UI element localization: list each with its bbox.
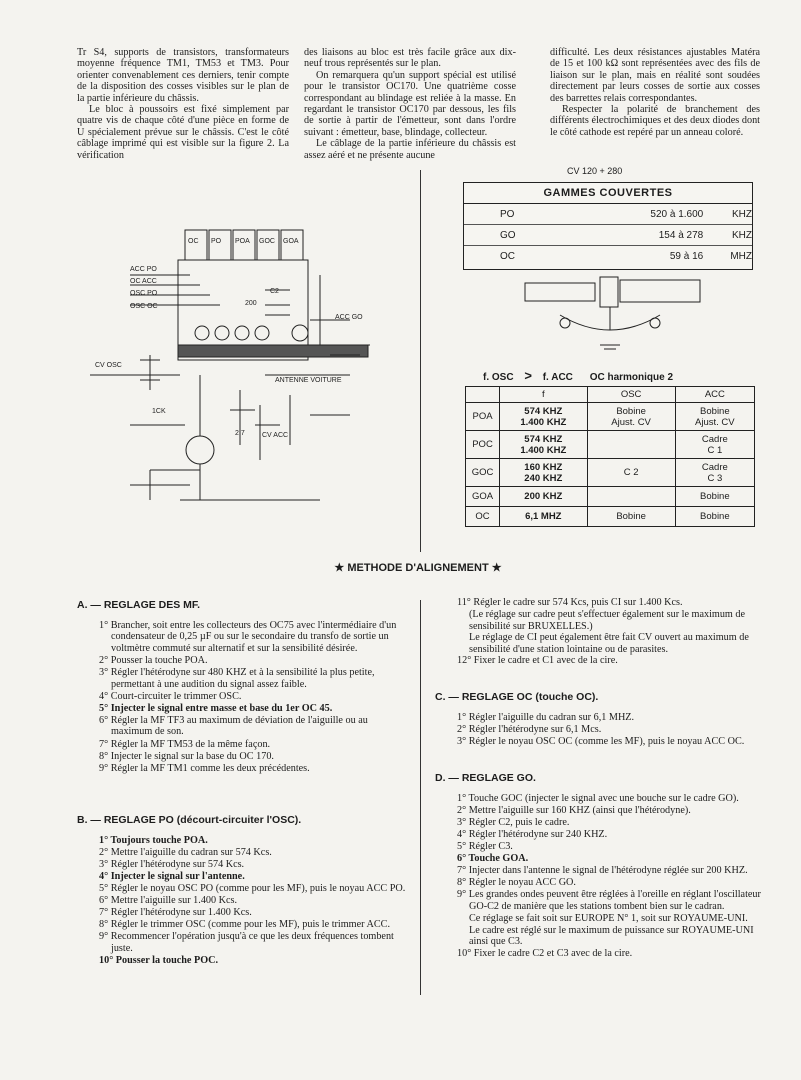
step: 12° Fixer le cadre et C1 avec de la cire. <box>457 655 618 667</box>
band-name: OC <box>500 250 515 262</box>
osc-caption <box>483 368 673 383</box>
step: 6° Mettre l'aiguille sur 1.400 Kcs. <box>99 895 238 907</box>
step: 2° Mettre l'aiguille du cadran sur 574 Kcs. <box>99 846 272 858</box>
column-header: ACC <box>675 387 754 403</box>
note: (Le réglage sur cadre peut s'effectuer également sur le maximum de sensibilité sur BRUXELLES.) <box>469 609 746 632</box>
switch-block <box>209 230 231 260</box>
step: 8° Régler le trimmer OSC (comme pour les MF), puis le trimmer ACC. <box>99 919 390 931</box>
schematic-label: 200 <box>245 300 257 307</box>
coil <box>235 326 249 340</box>
schematic-label: 2,7 <box>235 430 245 437</box>
step: 6° Régler la MF TF3 au maximum de déviation de l'aiguille ou au maximum de son. <box>99 714 368 738</box>
gammes-row <box>464 246 752 266</box>
step: 7° Régler l'hétérodyne sur 1.400 Kcs. <box>99 907 252 919</box>
step: 7° Injecter dans l'antenne le signal de l'hétérodyne réglée sur 200 KHZ. <box>457 865 748 877</box>
star-icon: ★ <box>334 562 348 574</box>
coil <box>255 326 269 340</box>
freq-cell: 160 KHZ 240 KHZ <box>500 459 587 487</box>
section-b <box>77 815 407 967</box>
step-list <box>435 597 770 609</box>
terminal <box>560 318 570 328</box>
band-cell: GOA <box>466 487 500 507</box>
step: 5° Injecter le signal entre masse et base du 1er OC 45. <box>99 702 333 714</box>
step: 10° Fixer le cadre C2 et C3 avec de la cire. <box>457 947 633 959</box>
paragraph: Le bloc à poussoirs est fixé simplement par quatre vis de chaque côté d'une pièce en forme de U spécialement prévue sur le châssis. C'est le côté câblage imprimé qui est visible sur la figure 2. La vérification <box>77 104 289 161</box>
step: 1° Brancher, soit entre les collecteurs des OC75 avec l'intermédiaire d'un condensateur de 0,25 µF ou sur le secondaire du transfo de sortie un voltmètre commuté sur alternatif et sur la sensibilité désirée. <box>99 619 397 654</box>
band-range: 59 à 16 <box>669 250 704 262</box>
osc-cell: C 2 <box>587 459 675 487</box>
band-cell: POC <box>466 431 500 459</box>
step-list <box>435 793 770 913</box>
step: 1° Touche GOC (injecter le signal avec une bouche sur le cadre GO). <box>457 792 739 804</box>
acc-cell: Cadre C 1 <box>675 431 754 459</box>
switch-label: GOA <box>283 238 299 245</box>
section-b-continued <box>435 597 770 668</box>
freq-cell: 574 KHZ 1.400 KHZ <box>500 403 587 431</box>
table-row <box>466 487 755 507</box>
switch-block <box>185 230 207 260</box>
column-header: f <box>500 387 587 403</box>
step: 11° Régler le cadre sur 574 Kcs, puis CI sur 1.400 Kcs. <box>457 597 683 608</box>
schematic-label: OSC OC <box>130 303 158 310</box>
ferrite-rod <box>525 283 595 301</box>
osc-cell: Bobine <box>587 507 675 527</box>
acc-cell: Bobine <box>675 487 754 507</box>
coil <box>292 325 308 341</box>
section-title: D. — REGLAGE GO. <box>435 772 536 784</box>
note: Ce réglage se fait soit sur EUROPE N° 1, soit sur ROYAUME-UNI. <box>469 913 748 925</box>
step: 3° Régler l'hétérodyne sur 480 KHZ et à la sensibilité la plus petite, permettant à une audition du signal assez faible. <box>99 666 375 690</box>
band-cell: POA <box>466 403 500 431</box>
step: 7° Régler la MF TM53 de la même façon. <box>99 738 271 750</box>
caption-part: OC harmonique 2 <box>589 372 674 383</box>
section-d <box>435 773 770 960</box>
coil <box>195 326 209 340</box>
text-column-3 <box>550 47 760 138</box>
paragraph: Le câblage de la partie inférieure du châssis est assez aéré et ne présente aucune <box>304 138 516 161</box>
step: 3° Régler C2, puis le cadre. <box>457 816 570 828</box>
switch-label: OC <box>188 238 199 245</box>
step: 2° Pousser la touche POA. <box>99 654 208 666</box>
band-unit: MHZ <box>730 250 753 262</box>
band-range: 154 à 278 <box>658 229 704 241</box>
switch-block <box>233 230 255 260</box>
text-column-1 <box>77 47 289 161</box>
star-icon: ★ <box>488 562 502 574</box>
step: 10° Pousser la touche POC. <box>99 955 219 967</box>
coil-form <box>600 277 618 307</box>
schematic-label: 1CK <box>152 408 166 415</box>
paragraph: On remarquera qu'un support spécial est utilisé pour le transistor OC170. Une quatrième cosse correspondant au blindage est reliée à la masse. En regardant le transistor OC170 par dessous, les fils de sortie à partir de l'émetteur, sont dans l'ordre suivant : émetteur, base, blindage, collecteur. <box>304 69 516 138</box>
schematic-label: OSC PO <box>130 290 158 297</box>
step: 2° Mettre l'aiguille sur 160 KHZ (ainsi que l'hétérodyne). <box>457 804 691 816</box>
osc-cell <box>587 487 675 507</box>
caption-part: f. ACC <box>542 372 573 383</box>
note: Le réglage de CI peut également être fait CV ouvert au maximum de sensibilité d'une station lointaine ou de parasites. <box>469 632 749 655</box>
band-cell: OC <box>466 507 500 527</box>
step-list <box>435 655 770 667</box>
gammes-table <box>463 182 753 270</box>
method-title-text: METHODE D'ALIGNEMENT <box>347 562 489 574</box>
step: 8° Injecter le signal sur la base du OC 170. <box>99 750 274 762</box>
freq-cell: 574 KHZ 1.400 KHZ <box>500 431 587 459</box>
band-unit: KHZ <box>732 208 753 220</box>
step-list <box>435 948 770 960</box>
step: 8° Régler le noyau ACC GO. <box>457 877 576 889</box>
transistor <box>186 436 214 464</box>
step: 4° Injecter le signal sur l'antenne. <box>99 870 245 882</box>
section-title: B. — REGLAGE PO (décourt-circuiter l'OSC). <box>77 814 302 826</box>
schematic-label: ACC PO <box>130 266 157 273</box>
paragraph: difficulté. Les deux résistances ajustables Matéra de 15 et 100 kΩ sont représentées avec des fils de liaison sur le plan, mais en réalité sont soudées directement par leurs cosses de sortie aux cosses des barrettes relais correspondantes. <box>550 47 760 104</box>
section-a <box>77 600 407 775</box>
step: 3° Régler l'hétérodyne sur 574 Kcs. <box>99 858 245 870</box>
step: 9° Les grandes ondes peuvent être réglées à l'oreille en réglant l'oscillateur GO-C2 de manière que les stations tombent bien sur le cadran. <box>457 889 761 912</box>
schematic-label: C2 <box>270 288 279 295</box>
band-unit: KHZ <box>732 229 753 241</box>
section-title: A. — REGLAGE DES MF. <box>77 599 201 611</box>
table-row <box>466 403 755 431</box>
section-title: C. — REGLAGE OC (touche OC). <box>435 691 599 703</box>
section-c <box>435 692 770 748</box>
freq-cell: 6,1 MHZ <box>500 507 587 527</box>
step: 4° Régler l'hétérodyne sur 240 KHZ. <box>457 828 608 840</box>
step: 3° Régler le noyau OSC OC (comme les MF), puis le noyau ACC OC. <box>457 735 745 747</box>
terminal <box>650 318 660 328</box>
band-cell: GOC <box>466 459 500 487</box>
vertical-divider <box>420 170 421 552</box>
switch-block <box>281 230 303 260</box>
switch-label: GOC <box>259 238 275 245</box>
switch-label: PO <box>211 238 222 245</box>
osc-cell <box>587 431 675 459</box>
table-row <box>466 431 755 459</box>
dial-mechanism-drawing <box>520 275 720 360</box>
cv-label: CV 120 + 280 <box>567 166 623 176</box>
ferrite-rod <box>620 280 700 302</box>
schematic-label: ANTENNE VOITURE <box>275 377 342 384</box>
corner-cell <box>466 387 500 403</box>
step: 1° Toujours touche POA. <box>99 834 208 846</box>
acc-cell: Cadre C 3 <box>675 459 754 487</box>
schematic-label: CV ACC <box>262 432 289 439</box>
caption-symbol: > <box>524 368 532 383</box>
step: 5° Régler C3. <box>457 840 513 852</box>
step-list <box>77 620 407 775</box>
schematic-label: OC ACC <box>130 278 157 285</box>
step: 6° Touche GOA. <box>457 853 529 865</box>
step: 9° Recommencer l'opération jusqu'à ce que les deux fréquences tombent juste. <box>99 931 394 954</box>
paragraph: Respecter la polarité de branchement des différents électrochimiques et des deux diodes dont le côté cathode est repéré par un anneau coloré. <box>550 104 760 138</box>
switch-block <box>257 230 279 260</box>
column-header: OSC <box>587 387 675 403</box>
step: 5° Régler le noyau OSC PO (comme pour les MF), puis le noyau ACC PO. <box>99 882 406 894</box>
gammes-row <box>464 225 752 246</box>
frequency-table <box>465 386 755 527</box>
method-title <box>318 561 518 574</box>
vertical-divider <box>420 600 421 995</box>
osc-cell: Bobine Ajust. CV <box>587 403 675 431</box>
step: 1° Régler l'aiguille du cadran sur 6,1 MHZ. <box>457 711 635 723</box>
gammes-row <box>464 204 752 225</box>
band-name: PO <box>500 208 515 220</box>
note: Le cadre est réglé sur le maximum de puissance sur ROYAUME-UNI ainsi que C3. <box>469 924 754 948</box>
band-range: 520 à 1.600 <box>650 208 704 220</box>
schematic-label: ACC GO <box>335 314 363 321</box>
paragraph: Tr S4, supports de transistors, transformateurs moyenne fréquence TM1, TM53 et TM3. Pour orienter convenablement ces derniers, tenir compte de la disposition des cosses visibles sur le plan de la partie inférieure du châssis. <box>77 47 289 104</box>
schematic-label: CV OSC <box>95 362 122 369</box>
circuit-schematic <box>90 215 410 515</box>
table-row <box>466 507 755 527</box>
table-row <box>466 459 755 487</box>
step: 9° Régler la MF TM1 comme les deux précédentes. <box>99 762 310 774</box>
band-name: GO <box>500 229 516 241</box>
gammes-title: GAMMES COUVERTES <box>464 183 752 204</box>
switch-label: POA <box>235 238 250 245</box>
step-list <box>435 712 770 748</box>
acc-cell: Bobine Ajust. CV <box>675 403 754 431</box>
acc-cell: Bobine <box>675 507 754 527</box>
step: 2° Régler l'hétérodyne sur 6,1 Mcs. <box>457 723 602 735</box>
caption-part: f. OSC <box>483 372 514 383</box>
coil <box>215 326 229 340</box>
step: 4° Court-circuiter le trimmer OSC. <box>99 690 242 702</box>
freq-cell: 200 KHZ <box>500 487 587 507</box>
step-list <box>77 835 407 967</box>
paragraph: des liaisons au bloc est très facile grâce aux dix-neuf trous représentés sur le plan. <box>304 47 516 70</box>
text-column-2 <box>304 47 516 161</box>
